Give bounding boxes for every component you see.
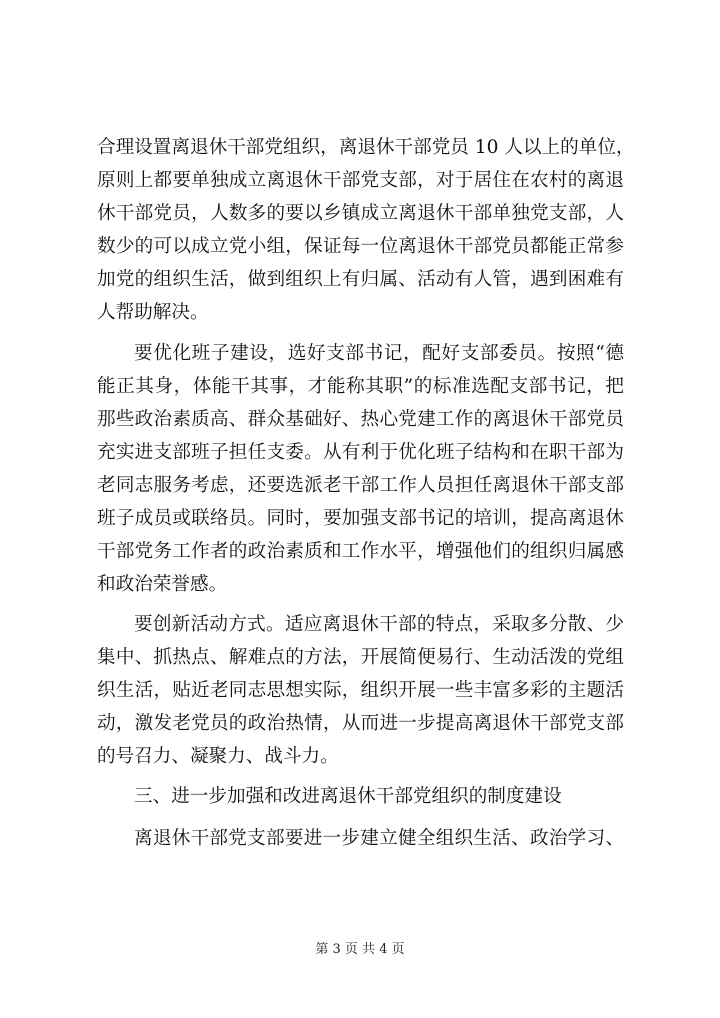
text-line: 织生活，贴近老同志思想实际，组织开展一些丰富多彩的主题活 — [97, 680, 624, 701]
text-line: 合理设置离退休干部党组织，离退休干部党员 10 人以上的单位， — [97, 137, 635, 158]
text-line: 充实进支部班子担任支委。从有利于优化班子结构和在职干部为 — [97, 442, 624, 463]
text-line: 要创新活动方式。适应离退休干部的特点，采取多分散、少 — [134, 614, 624, 635]
text-line: 离退休干部党支部要进一步建立健全组织生活、政治学习、 — [134, 828, 624, 849]
text-line: 老同志服务考虑，还要选派老干部工作人员担任离退休干部支部 — [97, 475, 624, 496]
text-line: 班子成员或联络员。同时，要加强支部书记的培训，提高离退休 — [97, 508, 624, 529]
text-line: 原则上都要单独成立离退休干部党支部，对于居住在农村的离退 — [97, 170, 624, 191]
text-line: 干部党务工作者的政治素质和工作水平，增强他们的组织归属感 — [97, 541, 624, 562]
text-line: 休干部党员，人数多的要以乡镇成立离退休干部单独党支部，人 — [97, 203, 624, 224]
text-line: 的号召力、凝聚力、战斗力。 — [97, 746, 339, 767]
section-heading: 三、进一步加强和改进离退休干部党组织的制度建设 — [134, 786, 562, 807]
text-line: 那些政治素质高、群众基础好、热心党建工作的离退休干部党员 — [97, 409, 624, 430]
text-line: 人帮助解决。 — [97, 302, 209, 323]
text-line: 能正其身，体能干其事，才能称其职”的标准选配支部书记，把 — [97, 376, 624, 397]
text-line: 数少的可以成立党小组，保证每一位离退休干部党员都能正常参 — [97, 236, 624, 257]
text-line: 动，激发老党员的政治热情，从而进一步提高离退休干部党支部 — [97, 713, 624, 734]
page-number-footer: 第 3 页 共 4 页 — [315, 942, 405, 957]
text-line: 集中、抓热点、解难点的方法，开展简便易行、生动活泼的党组 — [97, 647, 624, 668]
text-line: 要优化班子建设，选好支部书记，配好支部委员。按照“德 — [134, 343, 624, 364]
text-line: 加党的组织生活，做到组织上有归属、活动有人管，遇到困难有 — [97, 269, 624, 290]
text-line: 和政治荣誉感。 — [97, 574, 228, 595]
